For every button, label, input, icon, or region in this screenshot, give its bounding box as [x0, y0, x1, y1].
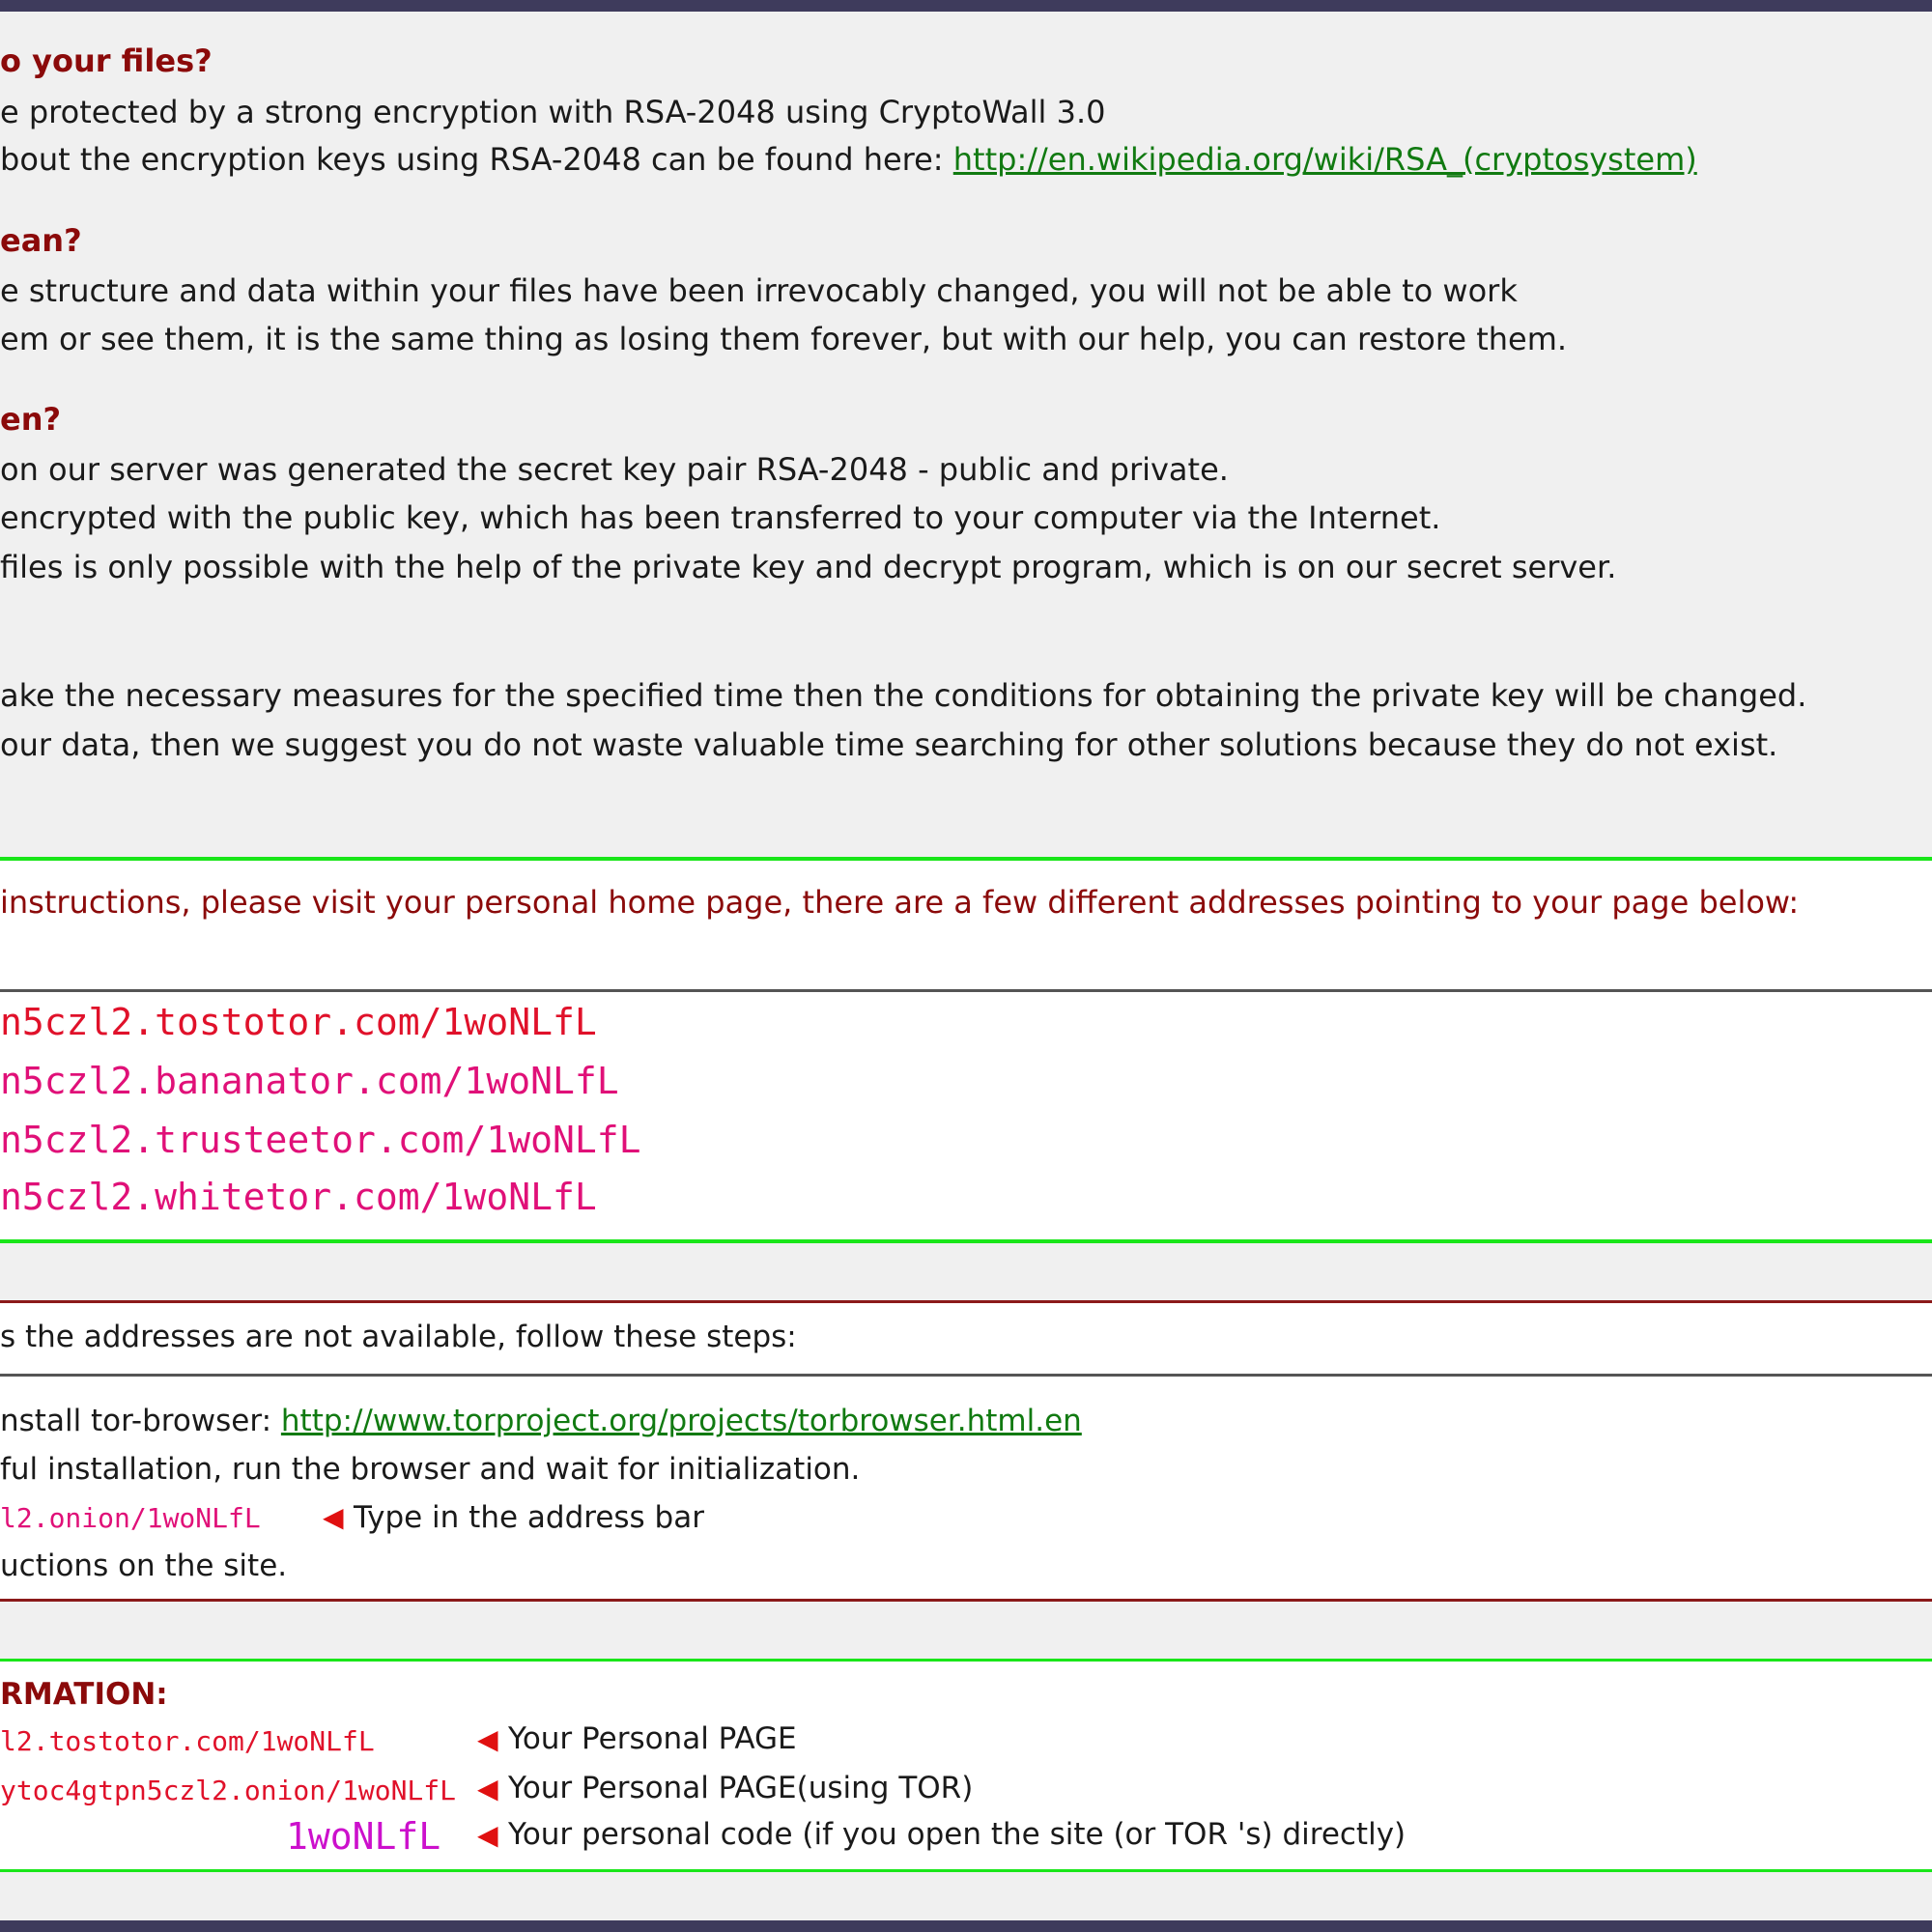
step-1: [0, 1404, 1082, 1438]
heading-what-happened: o your files?: [0, 43, 213, 79]
divider-dark-red: [0, 1599, 1932, 1602]
divider-green: [0, 1659, 1932, 1662]
divider-green: [0, 857, 1932, 861]
text-line: e structure and data within your files have been irrevocably changed, you will not be able to work: [0, 272, 1518, 309]
window-top-border: [0, 0, 1932, 12]
wikipedia-rsa-link[interactable]: http://en.wikipedia.org/wiki/RSA_(cryptosystem): [952, 141, 1697, 178]
divider-gray: [0, 1374, 1932, 1377]
divider-gray: [0, 989, 1932, 992]
divider-dark-red: [0, 1300, 1932, 1303]
divider-green: [0, 1869, 1932, 1872]
instructions-text: instructions, please visit your personal home page, there are a few different addresses pointing to your page below:: [0, 884, 1800, 921]
heading-how-happen: en?: [0, 401, 62, 438]
heading-what-mean: ean?: [0, 222, 82, 259]
tor-browser-link[interactable]: http://www.torproject.org/projects/torbrowser.html.en: [280, 1404, 1082, 1438]
text-line: files is only possible with the help of the private key and decrypt program, which is on our secret server.: [0, 549, 1617, 585]
left-arrow-icon: ◀: [477, 1819, 498, 1851]
personal-page-tor-address[interactable]: ytoc4gtpn5czl2.onion/1woNLfL: [0, 1775, 457, 1806]
fallback-heading: s the addresses are not available, follow these steps:: [0, 1320, 797, 1354]
personal-page-address[interactable]: l2.tostotor.com/1woNLfL: [0, 1725, 375, 1757]
text-line-with-link: [0, 141, 1697, 178]
personal-code: 1woNLfL: [286, 1815, 441, 1858]
personal-code-label: Your personal code (if you open the site (or TOR 's) directly): [508, 1817, 1406, 1852]
step-3-note: Type in the address bar: [354, 1500, 704, 1535]
address-link-3[interactable]: n5czl2.trusteetor.com/1woNLfL: [0, 1119, 641, 1161]
text-line: encrypted with the public key, which has been transferred to your computer via the Internet.: [0, 499, 1441, 536]
left-arrow-icon: ◀: [477, 1723, 498, 1755]
address-link-1[interactable]: n5czl2.tostotor.com/1woNLfL: [0, 1001, 597, 1043]
left-arrow-icon: ◀: [477, 1773, 498, 1804]
information-heading: RMATION:: [0, 1677, 168, 1712]
text-line: ake the necessary measures for the specified time then the conditions for obtaining the private key will be changed.: [0, 677, 1807, 714]
address-link-4[interactable]: n5czl2.whitetor.com/1woNLfL: [0, 1176, 597, 1218]
left-arrow-icon: ◀: [323, 1501, 344, 1533]
window-bottom-border: [0, 1920, 1932, 1932]
text-line: e protected by a strong encryption with RSA-2048 using CryptoWall 3.0: [0, 94, 1106, 130]
onion-address[interactable]: l2.onion/1woNLfL: [0, 1502, 261, 1534]
text-line: our data, then we suggest you do not waste valuable time searching for other solutions because they do not exist.: [0, 726, 1778, 763]
personal-page-label: Your Personal PAGE: [508, 1721, 797, 1756]
address-link-2[interactable]: n5czl2.bananator.com/1woNLfL: [0, 1060, 619, 1102]
step-4: uctions on the site.: [0, 1548, 288, 1583]
step-2: ful installation, run the browser and wait for initialization.: [0, 1452, 861, 1487]
text-line: em or see them, it is the same thing as losing them forever, but with our help, you can restore them.: [0, 321, 1568, 357]
personal-page-tor-label: Your Personal PAGE(using TOR): [508, 1771, 974, 1805]
text-line: on our server was generated the secret key pair RSA-2048 - public and private.: [0, 451, 1229, 488]
text-fragment: bout the encryption keys using RSA-2048 can be found here:: [0, 141, 953, 178]
divider-green: [0, 1239, 1932, 1243]
text-fragment: nstall tor-browser:: [0, 1404, 281, 1438]
